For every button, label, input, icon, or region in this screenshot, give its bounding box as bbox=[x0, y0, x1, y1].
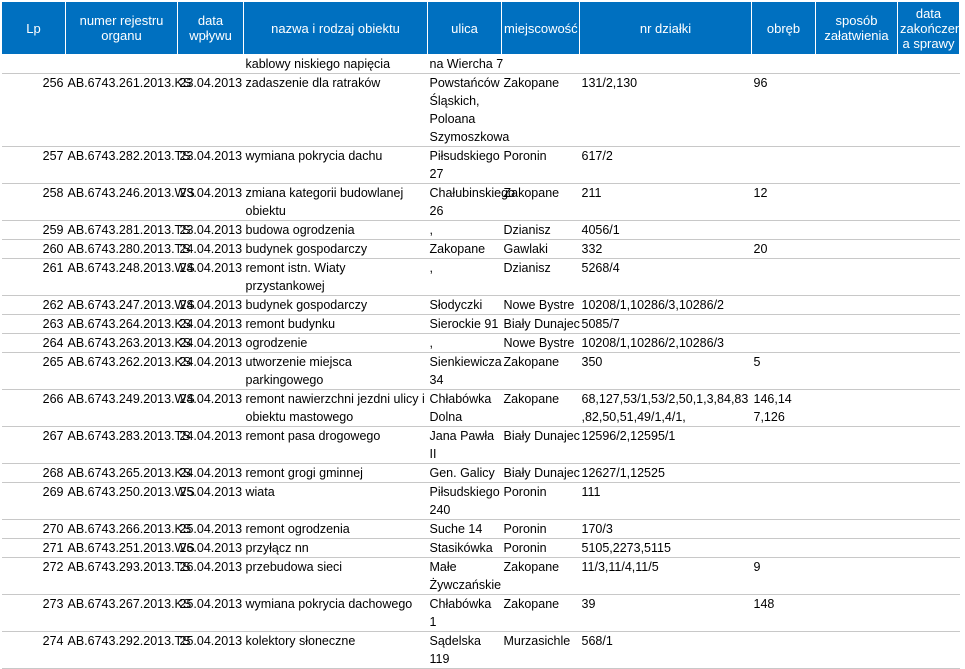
row-precinct[interactable] bbox=[752, 259, 816, 296]
row-object-name[interactable]: wiata bbox=[244, 483, 428, 520]
row-object-name[interactable]: budowa ogrodzenia bbox=[244, 221, 428, 240]
row-precinct[interactable] bbox=[752, 520, 816, 539]
row-receipt-date[interactable]: 23.04.2013 bbox=[178, 147, 244, 184]
row-precinct[interactable] bbox=[752, 296, 816, 315]
row-receipt-date[interactable]: 24.04.2013 bbox=[178, 334, 244, 353]
row-precinct[interactable] bbox=[752, 147, 816, 184]
table-row bbox=[2, 315, 960, 334]
row-lp[interactable]: 274 bbox=[2, 632, 66, 669]
row-lp[interactable]: 269 bbox=[2, 483, 66, 520]
row-closing-date[interactable] bbox=[898, 334, 960, 353]
table-row bbox=[2, 74, 960, 147]
row-receipt-date[interactable]: 23.04.2013 bbox=[178, 184, 244, 221]
row-plot[interactable]: 5085/7 bbox=[580, 315, 752, 334]
row-receipt-date[interactable]: 24.04.2013 bbox=[178, 353, 244, 390]
row-object-name[interactable]: budynek gospodarczy bbox=[244, 240, 428, 259]
row-resolution[interactable] bbox=[816, 296, 898, 315]
row-receipt-date[interactable]: 24.04.2013 bbox=[178, 427, 244, 464]
row-precinct[interactable] bbox=[752, 221, 816, 240]
row-precinct[interactable] bbox=[752, 427, 816, 464]
row-plot[interactable]: 211 bbox=[580, 184, 752, 221]
row-plot[interactable]: 5268/4 bbox=[580, 259, 752, 296]
row-city[interactable]: Gawlaki bbox=[502, 240, 580, 259]
row-street[interactable]: , bbox=[428, 334, 502, 353]
table-row bbox=[2, 632, 960, 669]
row-resolution[interactable] bbox=[816, 539, 898, 558]
row-receipt-date[interactable]: 26.04.2013 bbox=[178, 539, 244, 558]
row-city[interactable]: Zakopane bbox=[502, 184, 580, 221]
header-lp[interactable]: Lp bbox=[2, 2, 66, 55]
row-lp[interactable]: 260 bbox=[2, 240, 66, 259]
header-precinct[interactable]: obręb bbox=[752, 2, 816, 55]
row-street[interactable]: , bbox=[428, 221, 502, 240]
row-object-name[interactable]: wymiana pokrycia dachu bbox=[244, 147, 428, 184]
row-closing-date[interactable] bbox=[898, 315, 960, 334]
row-city[interactable]: Poronin bbox=[502, 520, 580, 539]
row-closing-date[interactable] bbox=[898, 483, 960, 520]
row-object-name[interactable]: kolektory słoneczne bbox=[244, 632, 428, 669]
row-city[interactable]: Biały Dunajec bbox=[502, 464, 580, 483]
row-object-name[interactable]: remont budynku bbox=[244, 315, 428, 334]
table-row bbox=[2, 483, 960, 520]
row-precinct[interactable] bbox=[752, 539, 816, 558]
row-receipt-date[interactable]: 24.04.2013 bbox=[178, 390, 244, 427]
row-registry-number[interactable]: AB.6743.247.2013.WS bbox=[66, 296, 178, 315]
row-object-name[interactable]: ogrodzenie bbox=[244, 334, 428, 353]
row-plot[interactable]: 617/2 bbox=[580, 147, 752, 184]
row-registry-number[interactable]: AB.6743.246.2013.WS bbox=[66, 184, 178, 221]
row-city[interactable]: Zakopane bbox=[502, 595, 580, 632]
row-registry-number[interactable]: AB.6743.281.2013.TS bbox=[66, 221, 178, 240]
row-resolution[interactable] bbox=[816, 240, 898, 259]
row-closing-date[interactable] bbox=[898, 632, 960, 669]
row-city[interactable]: Zakopane bbox=[502, 353, 580, 390]
row-plot[interactable]: 350 bbox=[580, 353, 752, 390]
row-street[interactable]: Słodyczki bbox=[428, 296, 502, 315]
row-lp[interactable]: 268 bbox=[2, 464, 66, 483]
table-row bbox=[2, 147, 960, 184]
row-object-name[interactable]: remont pasa drogowego bbox=[244, 427, 428, 464]
row-closing-date[interactable] bbox=[898, 427, 960, 464]
row-plot[interactable]: 10208/1,10286/3,10286/2 bbox=[580, 296, 752, 315]
row-object-name[interactable]: remont nawierzchni jezdni ulicy i obiektu mastowego bbox=[244, 390, 428, 427]
continuation-street[interactable]: na Wiercha 7 bbox=[428, 55, 502, 74]
row-object-name[interactable]: zmiana kategorii budowlanej obiektu bbox=[244, 184, 428, 221]
row-street[interactable]: Chłabówka 1 bbox=[428, 595, 502, 632]
row-city[interactable]: Poronin bbox=[502, 147, 580, 184]
row-plot[interactable]: 131/2,130 bbox=[580, 74, 752, 147]
table-row bbox=[2, 464, 960, 483]
row-object-name[interactable]: przebudowa sieci bbox=[244, 558, 428, 595]
row-precinct[interactable]: 20 bbox=[752, 240, 816, 259]
row-resolution[interactable] bbox=[816, 221, 898, 240]
row-lp[interactable]: 273 bbox=[2, 595, 66, 632]
row-lp[interactable]: 264 bbox=[2, 334, 66, 353]
row-closing-date[interactable] bbox=[898, 147, 960, 184]
row-city[interactable]: Dzianisz bbox=[502, 259, 580, 296]
row-lp[interactable]: 259 bbox=[2, 221, 66, 240]
header-registry-number[interactable]: numer rejestru organu bbox=[66, 2, 178, 55]
header-street[interactable]: ulica bbox=[428, 2, 502, 55]
row-lp[interactable]: 257 bbox=[2, 147, 66, 184]
row-precinct[interactable] bbox=[752, 464, 816, 483]
continuation-name[interactable]: kablowy niskiego napięcia bbox=[244, 55, 428, 74]
row-receipt-date[interactable]: 25.04.2013 bbox=[178, 483, 244, 520]
continuation-row bbox=[2, 55, 960, 74]
row-closing-date[interactable] bbox=[898, 595, 960, 632]
row-object-name[interactable]: przyłącz nn bbox=[244, 539, 428, 558]
row-resolution[interactable] bbox=[816, 464, 898, 483]
row-receipt-date[interactable]: 23.04.2013 bbox=[178, 74, 244, 147]
row-plot[interactable]: 332 bbox=[580, 240, 752, 259]
row-resolution[interactable] bbox=[816, 315, 898, 334]
table-row bbox=[2, 259, 960, 296]
row-resolution[interactable] bbox=[816, 558, 898, 595]
row-resolution[interactable] bbox=[816, 259, 898, 296]
row-object-name[interactable]: remont ogrodzenia bbox=[244, 520, 428, 539]
row-registry-number[interactable]: AB.6743.262.2013.KS bbox=[66, 353, 178, 390]
row-plot[interactable]: 111 bbox=[580, 483, 752, 520]
row-street[interactable]: Sierockie 91 bbox=[428, 315, 502, 334]
table-row bbox=[2, 296, 960, 315]
row-registry-number[interactable]: AB.6743.267.2013.KS bbox=[66, 595, 178, 632]
row-plot[interactable]: 170/3 bbox=[580, 520, 752, 539]
row-registry-number[interactable]: AB.6743.263.2013.KS bbox=[66, 334, 178, 353]
row-plot[interactable]: 12596/2,12595/1 bbox=[580, 427, 752, 464]
row-resolution[interactable] bbox=[816, 390, 898, 427]
row-receipt-date[interactable]: 23.04.2013 bbox=[178, 221, 244, 240]
row-closing-date[interactable] bbox=[898, 74, 960, 147]
row-lp[interactable]: 263 bbox=[2, 315, 66, 334]
row-closing-date[interactable] bbox=[898, 221, 960, 240]
row-plot[interactable]: 568/1 bbox=[580, 632, 752, 669]
row-registry-number[interactable]: AB.6743.282.2013.TS bbox=[66, 147, 178, 184]
row-registry-number[interactable]: AB.6743.261.2013.KS bbox=[66, 74, 178, 147]
row-closing-date[interactable] bbox=[898, 390, 960, 427]
row-precinct[interactable] bbox=[752, 315, 816, 334]
row-closing-date[interactable] bbox=[898, 520, 960, 539]
row-registry-number[interactable]: AB.6743.266.2013.KS bbox=[66, 520, 178, 539]
row-lp[interactable]: 258 bbox=[2, 184, 66, 221]
row-street[interactable]: Chłabówka Dolna bbox=[428, 390, 502, 427]
row-precinct[interactable]: 5 bbox=[752, 353, 816, 390]
row-city[interactable]: Biały Dunajec bbox=[502, 315, 580, 334]
table-row bbox=[2, 520, 960, 539]
table-row bbox=[2, 240, 960, 259]
row-registry-number[interactable]: AB.6743.265.2013.KS bbox=[66, 464, 178, 483]
row-receipt-date[interactable]: 24.04.2013 bbox=[178, 240, 244, 259]
row-precinct[interactable] bbox=[752, 483, 816, 520]
row-resolution[interactable] bbox=[816, 147, 898, 184]
row-city[interactable]: Zakopane bbox=[502, 390, 580, 427]
row-registry-number[interactable]: AB.6743.283.2013.TS bbox=[66, 427, 178, 464]
row-object-name[interactable]: remont grogi gminnej bbox=[244, 464, 428, 483]
row-resolution[interactable] bbox=[816, 74, 898, 147]
row-precinct[interactable] bbox=[752, 632, 816, 669]
row-plot[interactable]: 10208/1,10286/2,10286/3 bbox=[580, 334, 752, 353]
row-city[interactable]: Nowe Bystre bbox=[502, 296, 580, 315]
row-street[interactable]: Jana Pawła II bbox=[428, 427, 502, 464]
row-resolution[interactable] bbox=[816, 595, 898, 632]
row-receipt-date[interactable]: 25.04.2013 bbox=[178, 520, 244, 539]
row-closing-date[interactable] bbox=[898, 558, 960, 595]
table-row bbox=[2, 539, 960, 558]
row-registry-number[interactable]: AB.6743.280.2013.TS bbox=[66, 240, 178, 259]
row-object-name[interactable]: utworzenie miejsca parkingowego bbox=[244, 353, 428, 390]
row-lp[interactable]: 261 bbox=[2, 259, 66, 296]
row-precinct[interactable]: 9 bbox=[752, 558, 816, 595]
row-street[interactable]: Gen. Galicy bbox=[428, 464, 502, 483]
row-street[interactable]: Piłsudskiego 240 bbox=[428, 483, 502, 520]
row-registry-number[interactable]: AB.6743.251.2013.WS bbox=[66, 539, 178, 558]
table-row bbox=[2, 595, 960, 632]
row-street[interactable]: Sienkiewicza 34 bbox=[428, 353, 502, 390]
row-closing-date[interactable] bbox=[898, 240, 960, 259]
row-receipt-date[interactable]: 26.04.2013 bbox=[178, 558, 244, 595]
row-closing-date[interactable] bbox=[898, 539, 960, 558]
row-street[interactable]: , bbox=[428, 259, 502, 296]
row-street[interactable]: Chałubinskiego 26 bbox=[428, 184, 502, 221]
row-street[interactable]: Suche 14 bbox=[428, 520, 502, 539]
row-closing-date[interactable] bbox=[898, 184, 960, 221]
row-resolution[interactable] bbox=[816, 520, 898, 539]
row-city[interactable]: Nowe Bystre bbox=[502, 334, 580, 353]
row-plot[interactable]: 39 bbox=[580, 595, 752, 632]
row-closing-date[interactable] bbox=[898, 296, 960, 315]
row-receipt-date[interactable]: 24.04.2013 bbox=[178, 296, 244, 315]
row-street[interactable]: Zakopane bbox=[428, 240, 502, 259]
register-table bbox=[1, 1, 965, 669]
row-registry-number[interactable]: AB.6743.292.2013.TS bbox=[66, 632, 178, 669]
row-resolution[interactable] bbox=[816, 353, 898, 390]
row-city[interactable]: Zakopane bbox=[502, 74, 580, 147]
row-receipt-date[interactable]: 25.04.2013 bbox=[178, 632, 244, 669]
row-registry-number[interactable]: AB.6743.264.2013.KS bbox=[66, 315, 178, 334]
row-resolution[interactable] bbox=[816, 334, 898, 353]
header-receipt-date[interactable]: data wpływu bbox=[178, 2, 244, 55]
header-closing-date[interactable]: data zakończeni a sprawy bbox=[898, 2, 960, 55]
row-resolution[interactable] bbox=[816, 427, 898, 464]
row-receipt-date[interactable]: 24.04.2013 bbox=[178, 259, 244, 296]
row-lp[interactable]: 265 bbox=[2, 353, 66, 390]
header-resolution[interactable]: sposób załatwienia bbox=[816, 2, 898, 55]
row-city[interactable]: Dzianisz bbox=[502, 221, 580, 240]
row-registry-number[interactable]: AB.6743.293.2013.TS bbox=[66, 558, 178, 595]
row-lp[interactable]: 270 bbox=[2, 520, 66, 539]
row-precinct[interactable]: 12 bbox=[752, 184, 816, 221]
row-receipt-date[interactable]: 24.04.2013 bbox=[178, 315, 244, 334]
row-street[interactable]: Piłsudskiego 27 bbox=[428, 147, 502, 184]
row-receipt-date[interactable]: 25.04.2013 bbox=[178, 595, 244, 632]
row-city[interactable]: Poronin bbox=[502, 483, 580, 520]
row-resolution[interactable] bbox=[816, 483, 898, 520]
row-object-name[interactable]: remont istn. Wiaty przystankowej bbox=[244, 259, 428, 296]
row-city[interactable]: Poronin bbox=[502, 539, 580, 558]
row-street[interactable]: Powstańców Śląskich, Poloana Szymoszkowa bbox=[428, 74, 502, 147]
header-plot[interactable]: nr działki bbox=[580, 2, 752, 55]
row-lp[interactable]: 272 bbox=[2, 558, 66, 595]
row-lp[interactable]: 262 bbox=[2, 296, 66, 315]
row-receipt-date[interactable]: 24.04.2013 bbox=[178, 464, 244, 483]
table-row bbox=[2, 353, 960, 390]
table-row bbox=[2, 427, 960, 464]
table-row bbox=[2, 184, 960, 221]
row-city[interactable]: Biały Dunajec bbox=[502, 427, 580, 464]
table-row bbox=[2, 334, 960, 353]
row-lp[interactable]: 267 bbox=[2, 427, 66, 464]
row-precinct[interactable] bbox=[752, 334, 816, 353]
row-plot[interactable]: 11/3,11/4,11/5 bbox=[580, 558, 752, 595]
row-city[interactable]: Zakopane bbox=[502, 558, 580, 595]
table-row bbox=[2, 221, 960, 240]
row-plot[interactable]: 5105,2273,5115 bbox=[580, 539, 752, 558]
row-street[interactable]: Stasikówka bbox=[428, 539, 502, 558]
row-street[interactable]: Małe Żywczańskie bbox=[428, 558, 502, 595]
row-precinct[interactable]: 96 bbox=[752, 74, 816, 147]
row-resolution[interactable] bbox=[816, 632, 898, 669]
row-plot[interactable]: 12627/1,12525 bbox=[580, 464, 752, 483]
row-plot[interactable]: 68,127,53/1,53/2,50,1,3,84,83 ,82,50,51,49/1,4/1, bbox=[580, 390, 752, 427]
row-closing-date[interactable] bbox=[898, 464, 960, 483]
row-registry-number[interactable]: AB.6743.249.2013.WS bbox=[66, 390, 178, 427]
row-closing-date[interactable] bbox=[898, 259, 960, 296]
row-lp[interactable]: 271 bbox=[2, 539, 66, 558]
row-city[interactable]: Murzasichle bbox=[502, 632, 580, 669]
row-street[interactable]: Sądelska 119 bbox=[428, 632, 502, 669]
header-object-name[interactable]: nazwa i rodzaj obiektu bbox=[244, 2, 428, 55]
row-lp[interactable]: 266 bbox=[2, 390, 66, 427]
row-resolution[interactable] bbox=[816, 184, 898, 221]
row-registry-number[interactable]: AB.6743.250.2013.WS bbox=[66, 483, 178, 520]
row-object-name[interactable]: budynek gospodarczy bbox=[244, 296, 428, 315]
row-precinct[interactable]: 146,14 7,126 bbox=[752, 390, 816, 427]
row-object-name[interactable]: zadaszenie dla ratraków bbox=[244, 74, 428, 147]
table-row bbox=[2, 558, 960, 595]
row-closing-date[interactable] bbox=[898, 353, 960, 390]
row-lp[interactable]: 256 bbox=[2, 74, 66, 147]
row-object-name[interactable]: wymiana pokrycia dachowego bbox=[244, 595, 428, 632]
row-plot[interactable]: 4056/1 bbox=[580, 221, 752, 240]
header-row bbox=[2, 2, 960, 55]
table-row bbox=[2, 390, 960, 427]
row-precinct[interactable]: 148 bbox=[752, 595, 816, 632]
header-city[interactable]: miejscowość bbox=[502, 2, 580, 55]
row-registry-number[interactable]: AB.6743.248.2013.WS bbox=[66, 259, 178, 296]
